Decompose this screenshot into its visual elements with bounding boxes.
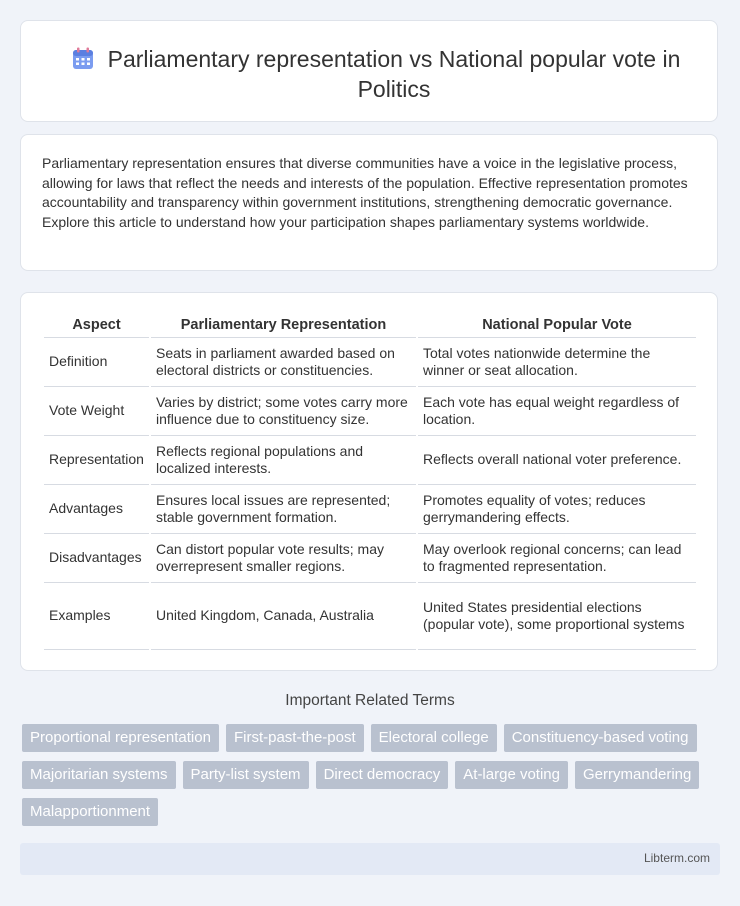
intro-card xyxy=(20,134,718,271)
table-row xyxy=(44,436,696,485)
related-term-tag[interactable]: Malapportionment xyxy=(22,798,158,826)
related-term-tag[interactable]: Party-list system xyxy=(183,761,309,789)
aspect-cell: Advantages xyxy=(44,485,149,534)
header-aspect: Aspect xyxy=(44,313,149,338)
parliamentary-cell: United Kingdom, Canada, Australia xyxy=(151,583,416,650)
aspect-cell: Vote Weight xyxy=(44,387,149,436)
popular-vote-cell: United States presidential elections (popular vote), some proportional systems xyxy=(418,583,696,650)
related-term-tag[interactable]: Electoral college xyxy=(371,724,497,752)
header-popular-vote: National Popular Vote xyxy=(418,313,696,338)
parliamentary-cell: Seats in parliament awarded based on electoral districts or constituencies. xyxy=(151,338,416,387)
popular-vote-cell: Total votes nationwide determine the winner or seat allocation. xyxy=(418,338,696,387)
related-term-tag[interactable]: Constituency-based voting xyxy=(504,724,697,752)
popular-vote-cell: Promotes equality of votes; reduces gerrymandering effects. xyxy=(418,485,696,534)
related-term-tag[interactable]: Majoritarian systems xyxy=(22,761,176,789)
aspect-cell: Disadvantages xyxy=(44,534,149,583)
popular-vote-cell: May overlook regional concerns; can lead to fragmented representation. xyxy=(418,534,696,583)
related-term-tag[interactable]: Gerrymandering xyxy=(575,761,699,789)
related-terms-title: Important Related Terms xyxy=(285,692,455,709)
parliamentary-cell: Can distort popular vote results; may overrepresent smaller regions. xyxy=(151,534,416,583)
table-row xyxy=(44,485,696,534)
parliamentary-cell: Ensures local issues are represented; stable government formation. xyxy=(151,485,416,534)
footer-site-link[interactable]: Libterm.com xyxy=(643,851,710,865)
header-parliamentary: Parliamentary Representation xyxy=(151,313,416,338)
popular-vote-cell: Reflects overall national voter preference. xyxy=(418,436,696,485)
comparison-table-card xyxy=(20,292,718,671)
table-row xyxy=(44,534,696,583)
related-term-tag[interactable]: At-large voting xyxy=(455,761,568,789)
related-term-tag[interactable]: First-past-the-post xyxy=(226,724,364,752)
related-term-tag[interactable]: Direct democracy xyxy=(316,761,449,789)
table-row xyxy=(44,387,696,436)
intro-paragraph: Parliamentary representation ensures that diverse communities have a voice in the legislative process, allowing for laws that reflect the needs and interests of the population. Effective representation promotes accountability and transparency within government institutions, strengthening democratic governance. Explore this article to understand how your participation shapes parliamentary systems worldwide. xyxy=(42,155,688,230)
footer xyxy=(20,843,720,875)
related-terms-list xyxy=(22,724,722,826)
parliamentary-cell: Reflects regional populations and localized interests. xyxy=(151,436,416,485)
title-card xyxy=(20,20,718,122)
aspect-cell: Representation xyxy=(44,436,149,485)
popular-vote-cell: Each vote has equal weight regardless of location. xyxy=(418,387,696,436)
aspect-cell: Definition xyxy=(44,338,149,387)
comparison-table xyxy=(42,313,698,650)
page-title: Parliamentary representation vs National popular vote in Politics xyxy=(107,46,681,102)
table-row xyxy=(44,338,696,387)
aspect-cell: Examples xyxy=(44,583,149,650)
related-term-tag[interactable]: Proportional representation xyxy=(22,724,219,752)
parliamentary-cell: Varies by district; some votes carry more influence due to constituency size. xyxy=(151,387,416,436)
table-row xyxy=(44,583,696,650)
table-header-row xyxy=(44,313,696,338)
